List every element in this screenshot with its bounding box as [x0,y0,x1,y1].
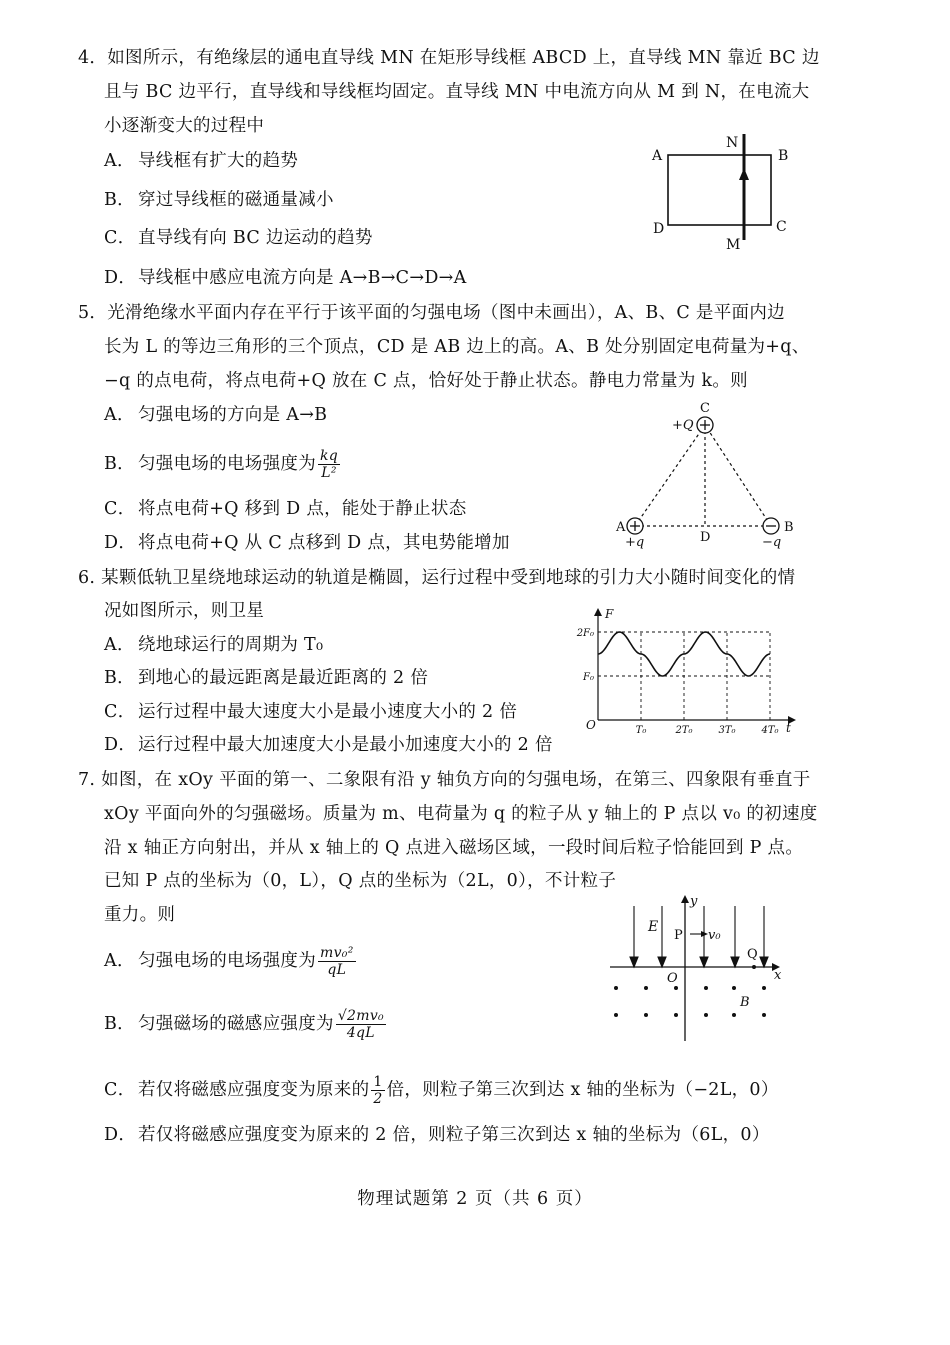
q5-stem-line-1: 5．光滑绝缘水平面内存在平行于该平面的匀强电场（图中未画出），A、B、C 是平面内边 [78,303,785,323]
y-tick-label: F₀ [583,672,594,683]
q4-option-c [104,226,373,250]
option-text: 匀强电场的方向是 A→B [138,405,328,425]
option-label: D． [104,268,137,288]
x-axis-label: t [786,721,791,735]
option-label: C． [104,228,136,248]
fraction-denominator: 2 [373,1091,383,1107]
label-minus-q: −q [762,535,782,550]
fraction [371,1074,384,1107]
option-text: 匀强电场的电场强度为 [138,454,316,474]
q6-option-a [104,633,323,657]
label-plus-big-q: +Q [672,418,694,433]
option-label: B． [104,190,135,210]
q7-option-b [104,1008,388,1041]
label-y: y [690,894,698,909]
label-m: M [726,237,741,253]
fraction-numerator: kq [320,448,339,464]
q6-option-b [104,666,428,690]
q7-stem-line-4: 已知 P 点的坐标为（0，L），Q 点的坐标为（2L，0），不计粒子 [104,871,617,891]
q6-option-d [104,733,553,757]
q7-stem-line-2: xOy 平面向外的匀强磁场。质量为 m、电荷量为 q 的粒子从 y 轴上的 P 点以 v₀ 的初速度 [104,804,818,824]
option-text: 运行过程中最大加速度大小是最小加速度大小的 2 倍 [138,735,553,755]
q5-stem-line-2: 长为 L 的等边三角形的三个顶点，CD 是 AB 边上的高。A、B 处分别固定电荷量为+q、 [104,337,810,357]
label-a: A [616,520,626,535]
fraction-denominator: 4qL [346,1025,375,1041]
positive-charge-c-icon [697,417,713,433]
label-d: D [653,221,665,237]
q6-stem-line-2: 况如图所示，则卫星 [104,601,265,621]
fraction-numerator: mv₀² [320,945,354,961]
option-label: D． [104,735,137,755]
option-text: 绕地球运行的周期为 T₀ [138,635,324,655]
fraction [336,1008,386,1041]
q7-stem-line-5: 重力。则 [104,905,176,925]
grid-lines [598,632,770,720]
fraction-denominator: L² [321,465,337,481]
option-label: B． [104,454,135,474]
current-arrow-icon [739,168,749,180]
option-text: 将点电荷+Q 从 C 点移到 D 点，其电势能增加 [138,533,510,553]
q5-option-c [104,497,467,521]
q4-option-b [104,188,334,212]
q6-stem-line-1: 6. 某颗低轨卫星绕地球运动的轨道是椭圆，运行过程中受到地球的引力大小随时间变化的情 [78,568,796,588]
label-b: B [778,148,789,164]
label-o: O [667,971,678,986]
q7-stem-line-1: 7. 如图，在 xOy 平面的第一、二象限有沿 y 轴负方向的匀强电场，在第三、四象限有垂直于 [78,770,811,790]
label-q: Q [747,947,758,962]
x-tick-label: T₀ [635,725,647,736]
option-text: 若仅将磁感应强度变为原来的 [138,1080,370,1100]
label-e: E [648,919,659,935]
option-label: D． [104,1125,137,1145]
page-footer: 物理试题第 2 页（共 6 页） [357,1189,593,1209]
y-axis-arrow-icon [681,895,689,903]
q7-option-d [104,1123,770,1147]
q4-stem-line-3: 小逐渐变大的过程中 [104,116,265,136]
q7-option-c [104,1074,779,1107]
fraction-numerator: √2mv₀ [337,1008,384,1024]
option-label: C． [104,702,136,722]
q5-option-a [104,403,327,427]
option-label: A． [104,635,135,655]
q4-option-d [104,266,467,290]
label-x: x [774,968,782,983]
option-label: C． [104,1080,136,1100]
label-a: A [652,148,663,164]
positive-charge-a-icon [627,518,643,534]
option-text: 直导线有向 BC 边运动的趋势 [138,228,373,248]
option-text: 匀强磁场的磁感应强度为 [138,1014,334,1034]
q5-option-b [104,448,342,481]
option-text: 匀强电场的电场强度为 [138,951,316,971]
q6-option-c [104,700,517,724]
point-q [752,965,756,969]
label-b: B [740,995,750,1010]
q4-stem-line-2: 且与 BC 边平行，直导线和导线框均固定。直导线 MN 中电流方向从 M 到 N，在电流大 [104,82,810,102]
q7-option-a [104,945,358,978]
option-label: B． [104,668,135,688]
q7-stem-line-3: 沿 x 轴正方向射出，并从 x 轴上的 Q 点进入磁场区域，一段时间后粒子恰能回到 P 点。 [104,838,804,858]
label-n: N [726,135,739,151]
q5-stem-line-3: −q 的点电荷，将点电荷+Q 放在 C 点，恰好处于静止状态。静电力常量为 k。则 [104,371,748,391]
label-plus-q: +q [625,535,645,550]
option-label: A． [104,405,135,425]
label-b: B [784,520,794,535]
q4-option-a [104,149,298,173]
option-text: 若仅将磁感应强度变为原来的 2 倍，则粒子第三次到达 x 轴的坐标为（6L，0） [138,1125,770,1145]
y-axis-arrow-icon [594,608,602,616]
q5-figure [612,398,802,553]
q5-option-d [104,531,510,555]
label-c: C [700,401,710,416]
fraction-denominator: qL [327,962,347,978]
option-label: D． [104,533,137,553]
side-bc [705,425,771,526]
option-text: 到地心的最远距离是最近距离的 2 倍 [138,668,429,688]
origin-label: O [586,718,596,732]
option-label: A． [104,951,135,971]
negative-charge-b-icon [763,518,779,534]
option-text: 导线框中感应电流方向是 A→B→C→D→A [138,268,467,288]
label-c: C [776,219,787,235]
q7-figure [606,893,796,1043]
label-p: P [674,928,683,943]
option-text: 将点电荷+Q 移到 D 点，能处于静止状态 [138,499,467,519]
option-label: A． [104,151,135,171]
side-ac [635,425,705,526]
option-text: 运行过程中最大速度大小是最小速度大小的 2 倍 [138,702,518,722]
option-text-2: 倍，则粒子第三次到达 x 轴的坐标为（−2L，0） [386,1080,779,1100]
x-tick-label: 2T₀ [675,725,693,736]
q4-stem-line-1: 4．如图所示，有绝缘层的通电直导线 MN 在矩形导线框 ABCD 上，直导线 MN 靠近 BC 边 [78,48,820,68]
x-tick-label: 3T₀ [718,725,736,736]
q4-figure [640,128,800,258]
y-tick-label: 2F₀ [576,628,594,639]
option-label: B． [104,1014,135,1034]
y-axis-label: F [605,607,614,621]
option-label: C． [104,499,136,519]
wire-frame-abcd [668,155,771,225]
label-d: D [700,530,711,545]
option-text: 导线框有扩大的趋势 [138,151,299,171]
q6-force-time-chart [578,605,798,740]
option-text: 穿过导线框的磁通量减小 [138,190,334,210]
fraction [318,448,340,481]
x-tick-label: 4T₀ [761,725,779,736]
label-v0: v₀ [708,928,721,943]
fraction-numerator: 1 [373,1074,383,1090]
fraction [318,945,356,978]
